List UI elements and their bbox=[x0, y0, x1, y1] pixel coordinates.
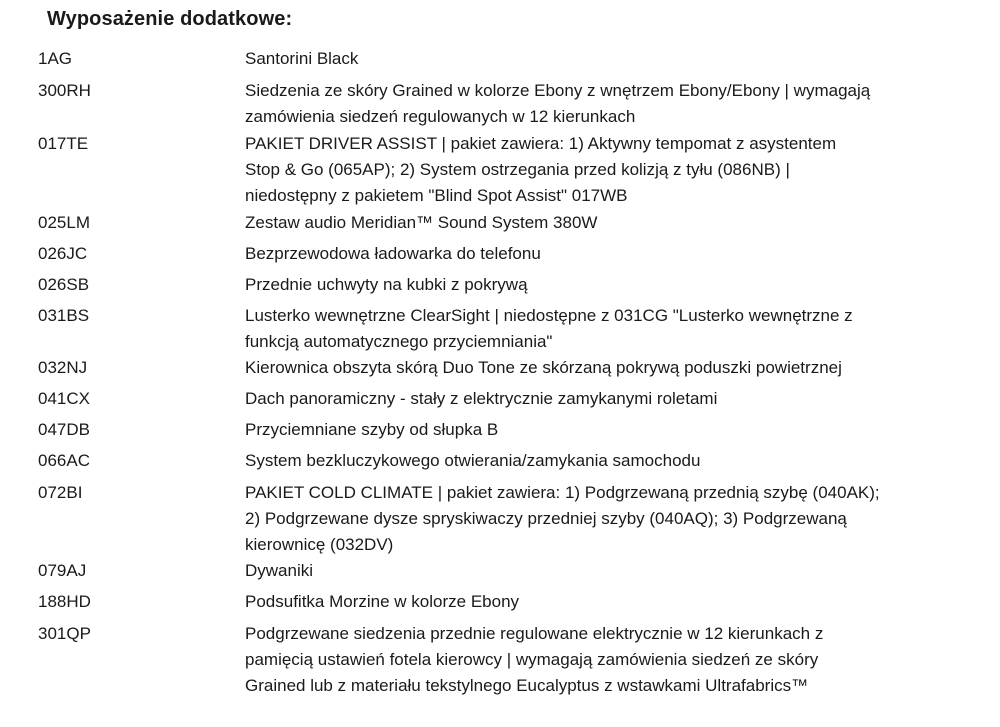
option-code: 026SB bbox=[38, 275, 90, 294]
option-code: 032NJ bbox=[38, 358, 88, 377]
option-description: Przyciemniane szyby od słupka B bbox=[245, 420, 499, 439]
option-description: Bezprzewodowa ładowarka do telefonu bbox=[245, 244, 541, 263]
option-code: 025LM bbox=[38, 213, 90, 232]
option-code: 026JC bbox=[38, 244, 88, 263]
option-code: 1AG bbox=[38, 49, 73, 68]
option-code: 300RH bbox=[38, 81, 91, 100]
option-description: Lusterko wewnętrzne ClearSight | niedostępne z 031CG "Lusterko wewnętrzne z funkcją automatycznego przyciemniania" bbox=[245, 306, 853, 351]
option-code: 017TE bbox=[38, 134, 89, 153]
option-description: System bezkluczykowego otwierania/zamykania samochodu bbox=[245, 451, 701, 470]
option-code: 079AJ bbox=[38, 561, 87, 580]
option-description: PAKIET DRIVER ASSIST | pakiet zawiera: 1) Aktywny tempomat z asystentem Stop & Go (065AP); 2) System ostrzegania przed kolizją z tyłu (086NB) | niedostępny z pakietem "Blind Spot Assist" 017WB bbox=[245, 134, 837, 205]
option-description: Dywaniki bbox=[245, 561, 314, 580]
option-description: Przednie uchwyty na kubki z pokrywą bbox=[245, 275, 528, 294]
option-code: 301QP bbox=[38, 624, 91, 643]
option-description: Dach panoramiczny - stały z elektrycznie zamykanymi roletami bbox=[245, 389, 718, 408]
option-description: Kierownica obszyta skórą Duo Tone ze skórzaną pokrywą poduszki powietrznej bbox=[245, 358, 842, 377]
option-code: 066AC bbox=[38, 451, 90, 470]
option-code: 031BS bbox=[38, 306, 90, 325]
option-description: Santorini Black bbox=[245, 49, 359, 68]
option-code: 072BI bbox=[38, 483, 83, 502]
document-title: Wyposażenie dodatkowe: bbox=[47, 8, 293, 30]
option-description: Zestaw audio Meridian™ Sound System 380W bbox=[245, 213, 598, 232]
option-description: PAKIET COLD CLIMATE | pakiet zawiera: 1) Podgrzewaną przednią szybę (040AK); 2) Podgrzewane dysze spryskiwaczy przedniej szyby (040AQ); 3) Podgrzewaną kierownicę (032DV) bbox=[245, 483, 880, 554]
option-code: 047DB bbox=[38, 420, 90, 439]
option-description: Siedzenia ze skóry Grained w kolorze Ebony z wnętrzem Ebony/Ebony | wymagają zamówienia siedzeń regulowanych w 12 kierunkach bbox=[245, 81, 871, 126]
option-code: 041CX bbox=[38, 389, 90, 408]
option-description: Podgrzewane siedzenia przednie regulowane elektrycznie w 12 kierunkach z pamięcią ustawień fotela kierowcy | wymagają zamówienia siedzeń ze skóry Grained lub z materiału tekstylnego Eucalyptus z wstawkami Ultrafabrics™ bbox=[245, 624, 824, 695]
option-code: 188HD bbox=[38, 592, 91, 611]
option-description: Podsufitka Morzine w kolorze Ebony bbox=[245, 592, 520, 611]
